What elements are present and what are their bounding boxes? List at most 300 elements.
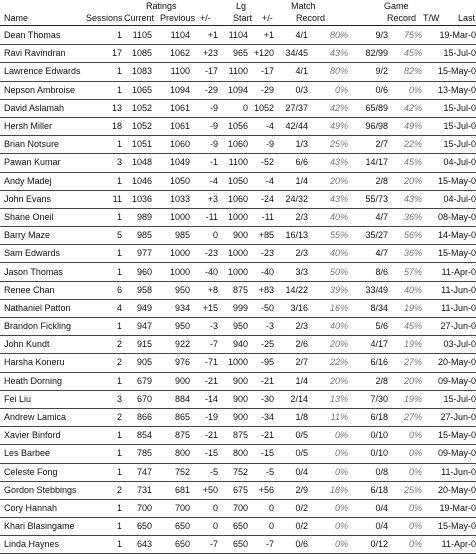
- row-league-change: -5: [265, 466, 274, 477]
- row-game-record: 6/18: [370, 484, 388, 495]
- row-league-start: 965: [232, 48, 248, 59]
- table-row: [0, 463, 476, 481]
- row-game-percent: 49%: [403, 121, 422, 132]
- row-game-record: 0/10: [370, 448, 388, 459]
- row-game-percent: 75%: [403, 30, 422, 41]
- row-game-percent: 20%: [403, 175, 422, 186]
- row-match-record: 2/3: [295, 211, 308, 222]
- row-current-rating: 1065: [131, 84, 152, 95]
- row-tw: [422, 63, 436, 81]
- row-league-start: 1094: [227, 84, 248, 95]
- row-match-percent: 20%: [329, 175, 348, 186]
- row-last-date: 15-May-0: [437, 66, 476, 77]
- row-rating-change: +23: [202, 48, 218, 59]
- row-rating-change: -29: [204, 84, 218, 95]
- row-last-date: 15-May-0: [437, 430, 476, 441]
- row-name: Barry Maze: [4, 230, 51, 241]
- header-current: Current: [124, 13, 155, 23]
- row-sessions: 18: [111, 121, 122, 132]
- row-rating-change: -4: [209, 175, 218, 186]
- row-game-record: 65/89: [365, 102, 388, 113]
- row-league-change: +83: [258, 284, 274, 295]
- row-current-rating: 1051: [131, 139, 152, 150]
- row-match-record: 34/45: [285, 48, 308, 59]
- row-name: Xavier Binford: [4, 430, 61, 441]
- row-last-date: 04-Jul-0: [443, 157, 476, 168]
- row-previous-rating: 884: [174, 393, 190, 404]
- row-rating-change: -21: [204, 430, 218, 441]
- row-current-rating: 1046: [131, 175, 152, 186]
- row-last-date: 14-May-0: [437, 230, 476, 241]
- row-league-change: -30: [260, 393, 274, 404]
- row-match-record: 2/9: [295, 484, 308, 495]
- row-current-rating: 989: [136, 211, 152, 222]
- table-row: [0, 45, 476, 63]
- row-name: Shane Oneil: [4, 211, 54, 222]
- table-row: [0, 154, 476, 172]
- row-league-change: -50: [260, 302, 274, 313]
- ratings-table: [0, 27, 476, 554]
- table-row: [0, 518, 476, 536]
- row-previous-rating: 650: [174, 521, 190, 532]
- row-league-change: +56: [258, 484, 274, 495]
- row-tw: [422, 354, 436, 372]
- row-league-change: -4: [265, 121, 274, 132]
- header-group-match: Match: [291, 1, 316, 11]
- row-game-percent: 57%: [403, 266, 422, 277]
- row-league-start: 675: [232, 484, 248, 495]
- row-game-record: 4/7: [375, 211, 388, 222]
- row-tw: [422, 117, 436, 135]
- row-league-start: 1000: [227, 211, 248, 222]
- header-plus-minus-1: +/-: [200, 13, 211, 23]
- row-sessions: 1: [116, 175, 122, 186]
- row-last-date: 20-May-0: [437, 357, 476, 368]
- row-last-date: 09-May-0: [437, 375, 476, 386]
- row-league-start: 940: [232, 339, 248, 350]
- header-group-game: Game: [384, 1, 409, 11]
- row-game-percent: 43%: [403, 193, 422, 204]
- row-name: Ravi Ravindran: [4, 48, 66, 59]
- table-row: [0, 136, 476, 154]
- row-league-change: -17: [260, 66, 274, 77]
- row-rating-change: -5: [209, 466, 218, 477]
- row-name: Linda Haynes: [4, 539, 60, 550]
- header-last: Last: [458, 13, 476, 23]
- row-game-percent: 0%: [408, 430, 422, 441]
- row-tw: [422, 536, 436, 554]
- row-league-start: 1104: [228, 30, 248, 41]
- row-league-start: 900: [232, 393, 248, 404]
- row-sessions: 1: [116, 521, 122, 532]
- row-league-start: 1060: [227, 193, 248, 204]
- row-previous-rating: 1062: [169, 48, 190, 59]
- table-row: [0, 27, 476, 45]
- row-league-start: 700: [232, 502, 248, 513]
- row-game-record: 5/6: [375, 321, 388, 332]
- header-match-record: Record: [296, 13, 326, 23]
- row-previous-rating: 1033: [169, 193, 190, 204]
- row-league-start: 999: [232, 302, 248, 313]
- row-sessions: 1: [116, 266, 122, 277]
- row-game-record: 4/7: [375, 248, 388, 259]
- table-row: [0, 372, 476, 390]
- row-game-percent: 40%: [403, 284, 422, 295]
- row-name: John Kundt: [4, 339, 50, 350]
- row-league-start: 1056: [227, 121, 248, 132]
- row-match-percent: 43%: [329, 157, 348, 168]
- row-tw: [422, 172, 436, 190]
- row-last-date: 15-Jul-0: [443, 121, 476, 132]
- row-game-record: 8/34: [370, 302, 388, 313]
- row-match-record: 1/4: [295, 175, 308, 186]
- row-game-record: 0/6: [375, 84, 388, 95]
- row-league-start: 650: [232, 539, 248, 550]
- row-tw: [422, 408, 436, 426]
- row-match-record: 16/13: [285, 230, 308, 241]
- row-name: Lawrence Edwards: [4, 66, 81, 77]
- row-name: Heath Dorning: [4, 375, 63, 386]
- row-match-record: 2/7: [295, 357, 308, 368]
- row-previous-rating: 1104: [170, 30, 190, 41]
- row-league-change: -15: [260, 448, 274, 459]
- row-current-rating: 643: [136, 539, 152, 550]
- row-match-record: 0/4: [295, 466, 308, 477]
- header-divider: [0, 25, 476, 26]
- row-match-percent: 0%: [334, 84, 348, 95]
- header-sessions: Sessions: [86, 13, 123, 23]
- header-group-lg: Lg: [236, 1, 247, 11]
- row-name: Cory Hannah: [4, 502, 58, 513]
- row-match-percent: 0%: [334, 502, 348, 513]
- row-league-start: 900: [232, 375, 248, 386]
- table-row: [0, 336, 476, 354]
- row-current-rating: 747: [136, 466, 152, 477]
- row-league-start: 1100: [228, 157, 248, 168]
- row-match-record: 42/44: [285, 121, 308, 132]
- row-match-percent: 40%: [329, 321, 348, 332]
- row-sessions: 2: [116, 484, 122, 495]
- row-rating-change: +8: [207, 284, 218, 295]
- row-rating-change: +1: [207, 30, 218, 41]
- row-match-record: 0/6: [295, 539, 308, 550]
- row-match-percent: 0%: [334, 430, 348, 441]
- row-name: Gordon Stebbings: [4, 484, 77, 495]
- row-last-date: 15-Jul-0: [443, 393, 476, 404]
- header-group-ratings: Ratings: [146, 1, 177, 11]
- row-match-percent: 0%: [334, 466, 348, 477]
- row-tw: [422, 499, 436, 517]
- row-league-start: 752: [232, 466, 248, 477]
- row-current-rating: 650: [136, 521, 152, 532]
- row-previous-rating: 1050: [169, 175, 190, 186]
- row-match-percent: 22%: [329, 357, 348, 368]
- row-league-start: 1000: [227, 248, 248, 259]
- row-tw: [422, 299, 436, 317]
- row-name: Celeste Fong: [4, 466, 58, 477]
- row-last-date: 15-May-0: [437, 521, 476, 532]
- row-last-date: 11-Jun-0: [441, 284, 476, 295]
- table-row: [0, 499, 476, 517]
- row-last-date: 27-Jun-0: [440, 412, 476, 423]
- row-match-record: 1/3: [295, 139, 308, 150]
- row-sessions: 2: [116, 412, 122, 423]
- row-game-record: 33/49: [365, 284, 388, 295]
- row-previous-rating: 700: [174, 502, 190, 513]
- row-league-start: 1000: [227, 266, 248, 277]
- row-game-record: 6/16: [370, 357, 388, 368]
- header-start: Start: [233, 13, 253, 23]
- row-previous-rating: 681: [174, 484, 190, 495]
- row-league-start: 900: [232, 230, 248, 241]
- row-current-rating: 915: [136, 339, 152, 350]
- row-sessions: 2: [116, 357, 122, 368]
- row-current-rating: 949: [136, 302, 152, 313]
- row-name: Andrew Lamica: [4, 412, 67, 423]
- row-name: Jason Thomas: [4, 266, 63, 277]
- row-match-percent: 43%: [329, 193, 348, 204]
- row-name: Sam Edwards: [4, 248, 61, 259]
- table-row: [0, 281, 476, 299]
- row-match-percent: 49%: [329, 121, 348, 132]
- row-sessions: 1: [116, 375, 122, 386]
- row-league-start: 875: [232, 430, 248, 441]
- row-previous-rating: 650: [174, 539, 190, 550]
- row-league-start: 0: [242, 102, 248, 113]
- row-rating-change: -19: [204, 412, 218, 423]
- row-league-change: -25: [260, 339, 274, 350]
- row-last-date: 11-Apr-0: [441, 266, 476, 277]
- row-league-change: -23: [260, 248, 274, 259]
- row-league-start: 1100: [228, 66, 248, 77]
- row-game-percent: 82%: [403, 66, 422, 77]
- row-match-percent: 20%: [329, 375, 348, 386]
- row-league-change: -11: [261, 211, 274, 222]
- row-league-change: 1052: [253, 102, 274, 113]
- row-name: Brian Notsure: [4, 139, 60, 150]
- row-game-percent: 42%: [403, 102, 422, 113]
- row-name: Pawan Kumar: [4, 157, 61, 168]
- row-name: Andy Madej: [4, 175, 52, 186]
- row-rating-change: -21: [204, 375, 218, 386]
- row-previous-rating: 865: [174, 412, 190, 423]
- table-row: [0, 227, 476, 245]
- row-rating-change: -9: [209, 139, 218, 150]
- row-league-change: -52: [260, 157, 274, 168]
- row-current-rating: 1105: [132, 30, 152, 41]
- row-sessions: 1: [116, 430, 122, 441]
- row-match-percent: 25%: [329, 139, 348, 150]
- header-name: Name: [4, 13, 29, 23]
- row-previous-rating: 875: [174, 430, 190, 441]
- table-row: [0, 81, 476, 99]
- row-current-rating: 1052: [131, 121, 152, 132]
- header-previous: Previous: [160, 13, 196, 23]
- table-row: [0, 99, 476, 117]
- row-current-rating: 960: [136, 266, 152, 277]
- row-match-record: 27/37: [285, 102, 308, 113]
- table-row: [0, 63, 476, 81]
- row-league-start: 950: [232, 321, 248, 332]
- row-league-change: -3: [265, 321, 274, 332]
- row-match-percent: 40%: [329, 211, 348, 222]
- row-match-record: 2/6: [295, 339, 308, 350]
- row-sessions: 4: [116, 302, 122, 313]
- row-game-record: 2/8: [375, 375, 388, 386]
- row-game-percent: 19%: [403, 302, 422, 313]
- row-name: Fei Liu: [4, 393, 32, 404]
- table-row: [0, 208, 476, 226]
- row-name: Hersh Miller: [4, 121, 53, 132]
- row-last-date: 09-May-0: [437, 448, 476, 459]
- row-game-percent: 19%: [403, 393, 422, 404]
- row-last-date: 20-May-0: [437, 484, 476, 495]
- row-previous-rating: 934: [174, 302, 190, 313]
- row-match-percent: 42%: [329, 102, 348, 113]
- table-row: [0, 299, 476, 317]
- row-league-change: -95: [260, 357, 274, 368]
- row-game-record: 0/8: [375, 466, 388, 477]
- row-game-record: 0/10: [370, 430, 388, 441]
- row-game-record: 9/3: [375, 30, 388, 41]
- row-match-percent: 55%: [329, 230, 348, 241]
- row-rating-change: +15: [202, 302, 218, 313]
- row-last-date: 27-Jun-0: [440, 321, 476, 332]
- row-match-record: 4/1: [295, 30, 308, 41]
- row-previous-rating: 1060: [169, 139, 190, 150]
- row-sessions: 11: [112, 193, 122, 204]
- row-current-rating: 1048: [131, 157, 152, 168]
- row-game-percent: 0%: [408, 448, 422, 459]
- row-current-rating: 670: [136, 393, 152, 404]
- row-previous-rating: 1094: [169, 84, 190, 95]
- row-game-record: 7/30: [370, 393, 388, 404]
- row-last-date: 15-Jul-0: [443, 48, 476, 59]
- row-match-percent: 50%: [329, 266, 348, 277]
- row-previous-rating: 800: [174, 448, 190, 459]
- row-tw: [422, 45, 436, 63]
- row-league-change: -9: [265, 139, 274, 150]
- row-game-percent: 19%: [403, 339, 422, 350]
- row-tw: [422, 318, 436, 336]
- row-match-percent: 16%: [329, 302, 348, 313]
- row-game-record: 82/99: [365, 48, 388, 59]
- row-name: Nathaniel Patton: [4, 302, 71, 313]
- row-sessions: 1: [116, 30, 122, 41]
- row-match-record: 24/32: [285, 193, 308, 204]
- row-league-change: 0: [268, 521, 274, 532]
- row-rating-change: -7: [209, 339, 218, 350]
- row-current-rating: 977: [136, 248, 152, 259]
- row-league-change: -7: [265, 539, 274, 550]
- row-name: David Aslamah: [4, 102, 65, 113]
- row-tw: [422, 463, 436, 481]
- row-name: Harsha Koneru: [4, 357, 65, 368]
- row-tw: [422, 281, 436, 299]
- row-game-record: 55/73: [365, 193, 388, 204]
- row-last-date: 08-May-0: [437, 211, 476, 222]
- header-game-record: Record: [387, 13, 417, 23]
- row-current-rating: 1052: [131, 102, 152, 113]
- row-tw: [422, 427, 436, 445]
- table-row: [0, 245, 476, 263]
- row-last-date: 04-Jul-0: [443, 193, 476, 204]
- row-game-percent: 45%: [403, 157, 422, 168]
- row-current-rating: 947: [136, 321, 152, 332]
- row-league-change: +85: [258, 230, 274, 241]
- row-match-record: 14/22: [285, 284, 308, 295]
- row-match-percent: 11%: [330, 412, 348, 423]
- row-game-record: 2/7: [375, 139, 388, 150]
- row-game-record: 8/6: [375, 266, 388, 277]
- table-row: [0, 390, 476, 408]
- row-game-record: 9/2: [375, 66, 388, 77]
- row-tw: [422, 136, 436, 154]
- row-rating-change: +50: [202, 484, 218, 495]
- row-match-percent: 13%: [329, 393, 348, 404]
- row-league-start: 900: [232, 412, 248, 423]
- row-last-date: 03-Jul-0: [443, 339, 476, 350]
- row-league-start: 1060: [227, 139, 248, 150]
- row-league-change: -21: [260, 430, 274, 441]
- row-tw: [422, 99, 436, 117]
- row-previous-rating: 1000: [169, 266, 190, 277]
- row-previous-rating: 900: [174, 375, 190, 386]
- row-name: Renee Chan: [4, 284, 55, 295]
- table-row: [0, 481, 476, 499]
- row-match-percent: 39%: [329, 284, 348, 295]
- row-game-record: 96/98: [365, 121, 388, 132]
- row-current-rating: 1085: [131, 48, 152, 59]
- row-tw: [422, 208, 436, 226]
- table-row: [0, 190, 476, 208]
- row-previous-rating: 985: [174, 230, 190, 241]
- row-sessions: 1: [116, 539, 122, 550]
- row-game-percent: 22%: [403, 139, 422, 150]
- row-game-record: 0/4: [375, 502, 388, 513]
- row-tw: [422, 27, 436, 45]
- row-rating-change: -11: [205, 211, 218, 222]
- row-current-rating: 700: [136, 502, 152, 513]
- row-last-date: 15-Jul-0: [443, 102, 476, 113]
- row-match-percent: 43%: [329, 48, 348, 59]
- row-tw: [422, 154, 436, 172]
- row-sessions: 2: [116, 339, 122, 350]
- row-sessions: 13: [111, 102, 122, 113]
- row-tw: [422, 190, 436, 208]
- row-game-record: 0/12: [370, 539, 388, 550]
- row-game-record: 14/17: [365, 157, 388, 168]
- table-row: [0, 445, 476, 463]
- row-tw: [422, 245, 436, 263]
- row-match-record: 1/4: [295, 375, 308, 386]
- row-sessions: 1: [116, 139, 122, 150]
- row-last-date: 19-Mar-0: [439, 30, 476, 41]
- header-tw: T/W: [423, 13, 440, 23]
- row-name: Nepson Ambroise: [4, 84, 76, 95]
- row-league-change: -24: [260, 193, 274, 204]
- row-match-percent: 40%: [329, 248, 348, 259]
- row-rating-change: +3: [207, 193, 218, 204]
- row-current-rating: 854: [136, 430, 152, 441]
- row-current-rating: 1083: [131, 66, 152, 77]
- row-game-percent: 27%: [403, 357, 422, 368]
- row-match-record: 0/5: [295, 448, 308, 459]
- row-tw: [422, 336, 436, 354]
- row-tw: [422, 518, 436, 536]
- row-previous-rating: 1061: [169, 121, 190, 132]
- row-previous-rating: 1000: [169, 248, 190, 259]
